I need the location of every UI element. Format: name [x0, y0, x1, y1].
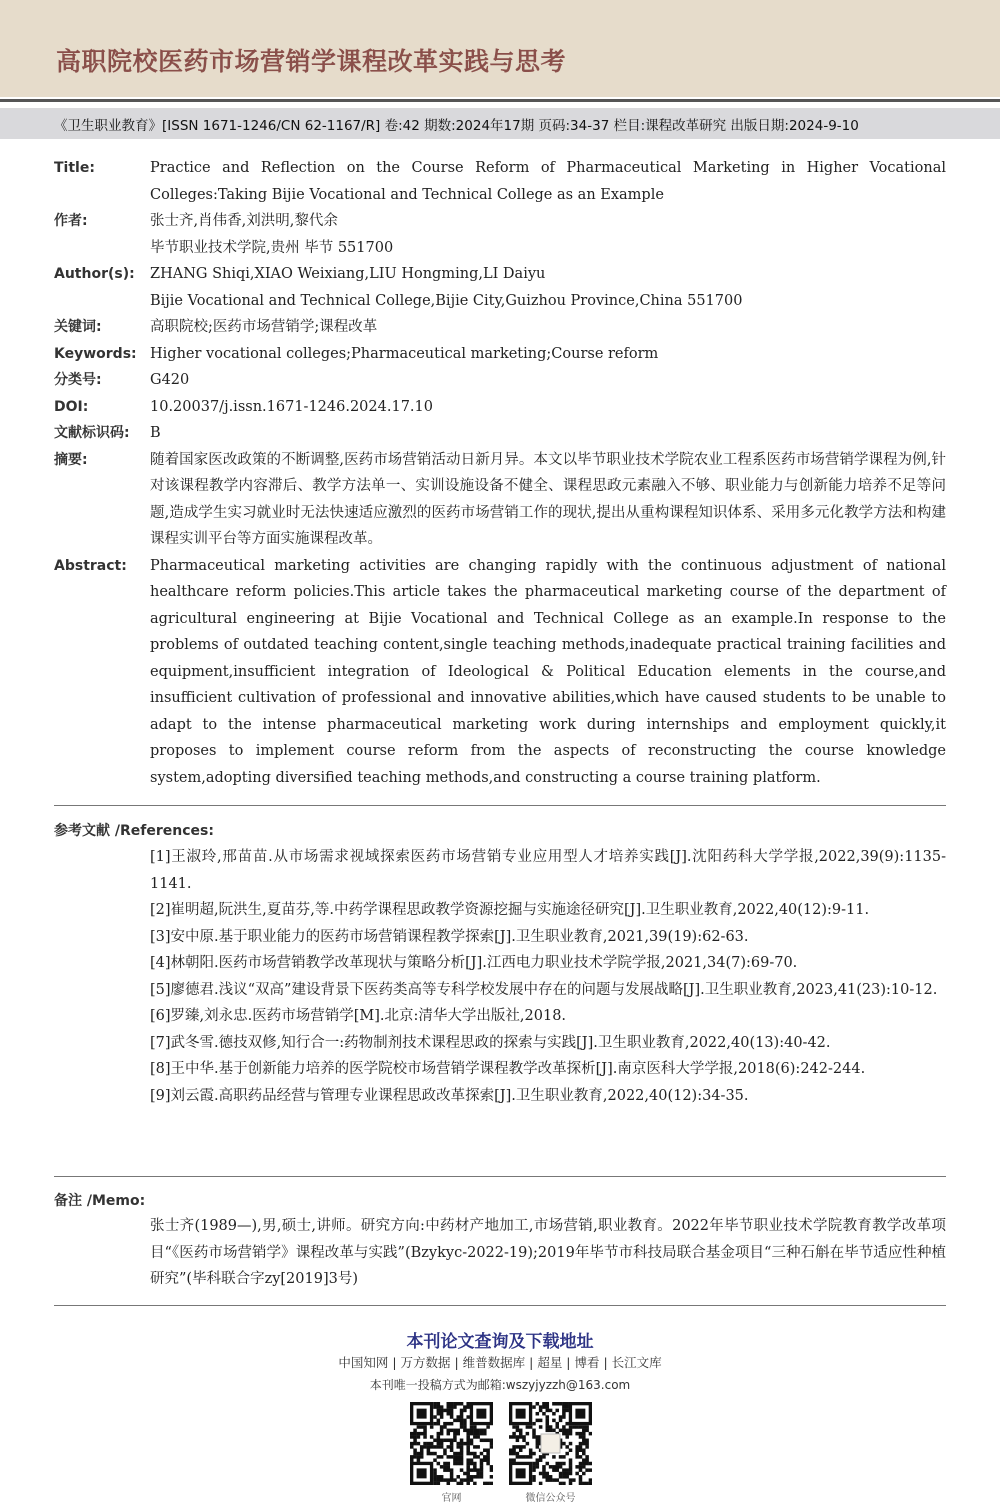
field-row — [0, 553, 1000, 792]
field-value: 10.20037/j.issn.1671-1246.2024.17.10 — [150, 398, 433, 415]
field-label: 作者: — [54, 213, 88, 229]
field-value: 毕节职业技术学院,贵州 毕节 551700 — [150, 239, 394, 256]
field-label: DOI: — [54, 398, 89, 415]
reference-item: [2]崔明超,阮洪生,夏苗芬,等.中药学课程思政教学资源挖掘与实施途径研究[J].卫生职业教育,2022,40(12):9-11. — [150, 902, 870, 918]
reference-item: [5]廖德君.浅议“双高”建设背景下医药类高等专科学校发展中存在的问题与发展战略[J].卫生职业教育,2023,41(23):10-12. — [150, 981, 938, 998]
field-row — [0, 261, 1000, 288]
field-label: Keywords: — [54, 345, 137, 362]
footer-email: 本刊唯一投稿方式为邮箱:wszyjyzzh@163.com — [369, 1378, 631, 1392]
field-row — [0, 341, 1000, 368]
divider — [54, 1176, 946, 1177]
references-list — [150, 844, 946, 1109]
field-row — [0, 367, 1000, 394]
field-value: Higher vocational colleges;Pharmaceutical marketing;Course reform — [150, 345, 659, 362]
field-label: 文献标识码: — [54, 425, 130, 441]
field-value: ZHANG Shiqi,XIAO Weixiang,LIU Hongming,LI Daiyu — [150, 266, 546, 282]
field-label: 关键词: — [54, 319, 102, 335]
memo-label: 备注 /Memo: — [54, 1193, 146, 1209]
qr-code-wechat[interactable] — [509, 1402, 592, 1485]
reference-item: [3]安中原.基于职业能力的医药市场营销课程教学探索[J].卫生职业教育,2021,39(19):62-63. — [150, 928, 749, 945]
field-row — [0, 208, 1000, 235]
field-label: Title: — [54, 160, 95, 176]
field-value: 高职院校;医药市场营销学;课程改革 — [150, 319, 378, 335]
field-row — [0, 288, 1000, 315]
journal-meta: 《卫生职业教育》[ISSN 1671-1246/CN 62-1167/R] 卷:42 期数:2024年17期 页码:34-37 栏目:课程改革研究 出版日期:2024-9-10 — [0, 108, 1000, 139]
field-value: Bijie Vocational and Technical College,Bijie City,Guizhou Province,China 551700 — [150, 292, 743, 309]
field-value: 随着国家医改政策的不断调整,医药市场营销活动日新月异。本文以毕节职业技术学院农业工程系医药市场营销学课程为例,针对该课程教学内容滞后、教学方法单一、实训设施设备不健全、课程思政元素融入不够、职业能力与创新能力培养不足等问题,造成学生实习就业时无法快速适应激烈的医药市场营销工作的现状,提出从重构课程知识体系、采用多元化教学方法和构建课程实训平台等方面实施课程改革。 — [150, 451, 946, 547]
field-value: Pharmaceutical marketing activities are changing rapidly with the continuous adjustment of national healthcare reform policies.This article takes the pharmaceutical marketing course of the department of agricultural engineering at Bijie Vocational and Technical College as an example.In response to the problems of outdated teaching content,single teaching methods,inadequate practical training facilities and equipment,insufficient integration of Ideological & Political Education elements in the course,and insufficient cultivation of professional and innovative abilities,which have caused students to be unable to adapt to the intense pharmaceutical marketing work during internships and employment quickly,it proposes to implement course reform from the aspects of reconstructing the course knowledge system,adopting diversified teaching methods,and constructing a course training platform. — [150, 557, 946, 786]
field-label — [0, 235, 150, 262]
qr-label-website: 官网 — [441, 1493, 462, 1504]
qr-code-website[interactable] — [410, 1402, 493, 1485]
article-fields — [0, 155, 1000, 791]
reference-item: [9]刘云霞.高职药品经营与管理专业课程思政改革探索[J].卫生职业教育,2022,40(12):34-35. — [150, 1087, 749, 1104]
field-row — [0, 420, 1000, 447]
divider — [54, 1305, 946, 1306]
field-value: B — [150, 425, 161, 441]
reference-item: [7]武冬雪.德技双修,知行合一:药物制剂技术课程思政的探索与实践[J].卫生职业教育,2022,40(13):40-42. — [150, 1034, 831, 1051]
qr-label-wechat: 微信公众号 — [525, 1493, 576, 1504]
references-label: 参考文献 /References: — [54, 823, 214, 839]
article-title: 高职院校医药市场营销学课程改革实践与思考 — [56, 47, 567, 76]
field-row — [0, 394, 1000, 421]
footer-heading: 本刊论文查询及下载地址 — [406, 1332, 594, 1352]
header-banner — [0, 0, 1000, 97]
field-label: Author(s): — [54, 266, 135, 282]
field-row — [0, 447, 1000, 553]
reference-item: [4]林朝阳.医药市场营销教学改革现状与策略分析[J].江西电力职业技术学院学报,2021,34(7):69-70. — [150, 955, 798, 971]
field-label: 分类号: — [54, 372, 102, 388]
reference-item: [8]王中华.基于创新能力培养的医学院校市场营销学课程教学改革探析[J].南京医科大学学报,2018(6):242-244. — [150, 1061, 866, 1077]
field-label: 摘要: — [54, 451, 88, 468]
field-row — [0, 314, 1000, 341]
divider — [54, 805, 946, 806]
field-value: Practice and Reflection on the Course Reform of Pharmaceutical Marketing in Higher Vocational Colleges:Taking Bijie Vocational and Technical College as an Example — [150, 160, 946, 203]
field-label — [0, 288, 150, 315]
memo-text: 张士齐(1989—),男,硕士,讲师。研究方向:中药材产地加工,市场营销,职业教育。2022年毕节职业技术学院教育教学改革项目“《医药市场营销学》课程改革与实践”(Bzykyc-2022-19);2019年毕节市科技局联合基金项目“三种石斛在毕节适应性种植研究”(毕科联合字zy[2019]3号) — [150, 1218, 946, 1287]
field-label: Abstract: — [54, 557, 127, 574]
field-row — [0, 235, 1000, 262]
field-value: G420 — [150, 372, 190, 388]
field-value: 张士齐,肖伟香,刘洪明,黎代余 — [150, 213, 338, 229]
reference-item: [1]王淑玲,邢苗苗.从市场需求视域探索医药市场营销专业应用型人才培养实践[J].沈阳药科大学学报,2022,39(9):1135-1141. — [150, 849, 946, 892]
footer-databases: 中国知网 | 万方数据 | 维普数据库 | 超星 | 博看 | 长江文库 — [338, 1355, 662, 1370]
reference-item: [6]罗臻,刘永忠.医药市场营销学[M].北京:清华大学出版社,2018. — [150, 1008, 567, 1024]
divider — [0, 99, 1000, 102]
field-row — [0, 155, 1000, 208]
